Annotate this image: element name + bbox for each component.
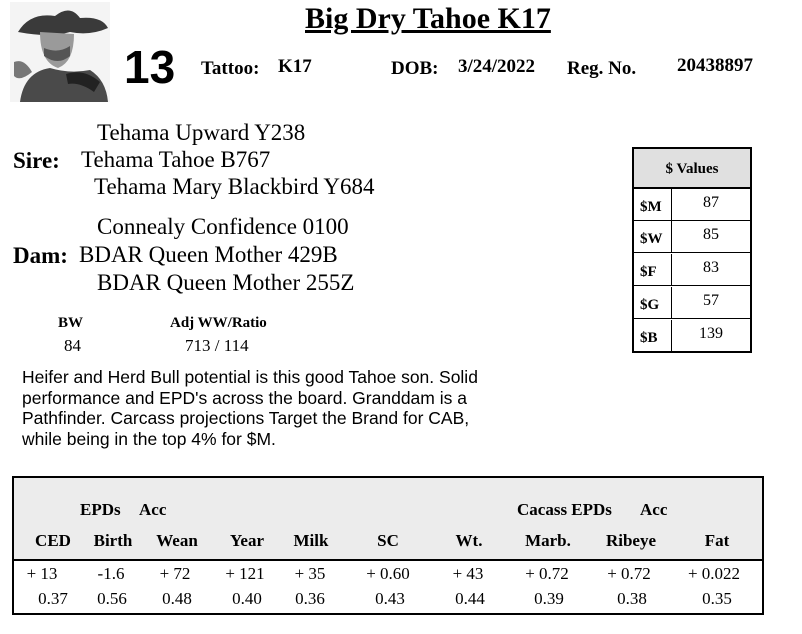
epd-value-wt: + 43 [452,564,484,583]
bw-label: BW [58,315,84,331]
dam-name: BDAR Queen Mother 429B [79,242,338,267]
epd-header-marb: Marb. [525,531,571,550]
sire-name: Tehama Tahoe B767 [81,147,271,172]
epd-value-sc: + 0.60 [366,564,410,583]
dollar-value-label: $G [634,287,672,318]
sire-dam: Tehama Mary Blackbird Y684 [94,174,375,199]
epds-acc-label: Acc [139,500,167,519]
epd-value-fat: + 0.022 [687,564,741,583]
dollar-value-row [634,221,750,253]
dollar-value-label: $B [634,320,672,351]
epd-header-sc: SC [377,531,399,550]
dollar-values-header: $ Values [634,149,750,189]
epd-acc-marb: 0.39 [534,589,564,608]
epd-header-birth: Birth [93,531,133,550]
epd-value-ribeye: + 0.72 [607,564,651,583]
sire-label: Sire: [13,148,60,173]
dollar-value-label: $F [634,254,672,285]
dam-sire: Connealy Confidence 0100 [97,214,349,239]
epd-acc-wt: 0.44 [455,589,485,608]
epd-value-year: + 121 [225,564,265,583]
epd-header-ced: CED [35,531,71,550]
epd-value-milk: + 35 [294,564,326,583]
epd-acc-ced: 0.37 [38,589,68,608]
dollar-value-row [634,254,750,286]
epd-value-birth: -1.6 [97,564,125,583]
epd-acc-sc: 0.43 [375,589,405,608]
ww-value: 713 / 114 [185,336,249,355]
ww-label: Adj WW/Ratio [170,315,267,331]
description-text: Heifer and Herd Bull potential is this good Tahoe son. Solid performance and EPD's across the board. Granddam is a Pathfinder. Carcass projections Target the Brand for CAB, while being in the top 4% for $M. [22,367,478,449]
epd-acc-fat: 0.35 [702,589,732,608]
animal-name: Big Dry Tahoe K17 [305,2,551,35]
dob-label: DOB: [391,58,439,79]
dob-value: 3/24/2022 [458,56,536,77]
dollar-value-number: 87 [703,194,719,211]
dollar-value-number: 83 [703,259,719,276]
dollar-values-table [632,147,752,353]
tattoo-value: K17 [278,56,312,77]
epd-acc-ribeye: 0.38 [617,589,647,608]
epd-value-marb: + 0.72 [525,564,569,583]
reg-label: Reg. No. [567,58,637,79]
dam-label: Dam: [13,243,68,268]
epd-acc-birth: 0.56 [97,589,127,608]
dollar-value-number: 139 [699,325,723,342]
dollar-value-number: 57 [703,292,719,309]
epd-header-ribeye: Ribeye [605,531,657,550]
epd-table [12,476,764,615]
dollar-value-row [634,287,750,319]
epd-value-wean: + 72 [159,564,191,583]
dam-dam: BDAR Queen Mother 255Z [97,270,355,295]
carcass-epds-group-label: Cacass EPDs [517,500,612,519]
epd-header-year: Year [230,531,264,550]
dollar-value-number: 85 [703,226,719,243]
dollar-value-row [634,320,750,351]
sire-sire: Tehama Upward Y238 [97,120,306,145]
epds-group-label: EPDs [80,500,121,519]
epd-header-wean: Wean [156,531,198,550]
epd-acc-year: 0.40 [232,589,262,608]
epd-value-ced: + 13 [26,564,58,583]
cowboy-portrait-icon [10,2,110,102]
reg-value: 20438897 [677,55,753,76]
epd-acc-milk: 0.36 [295,589,325,608]
lot-number: 13 [124,41,176,93]
epd-header-fat: Fat [704,531,730,550]
dollar-value-row [634,189,750,221]
bw-value: 84 [64,336,81,355]
carcass-acc-label: Acc [640,500,668,519]
tattoo-label: Tattoo: [201,58,260,79]
epd-header-wt: Wt. [455,531,483,550]
epd-header-milk: Milk [293,531,329,550]
dollar-value-label: $M [634,189,672,220]
dollar-value-label: $W [634,221,672,252]
epd-acc-wean: 0.48 [162,589,192,608]
